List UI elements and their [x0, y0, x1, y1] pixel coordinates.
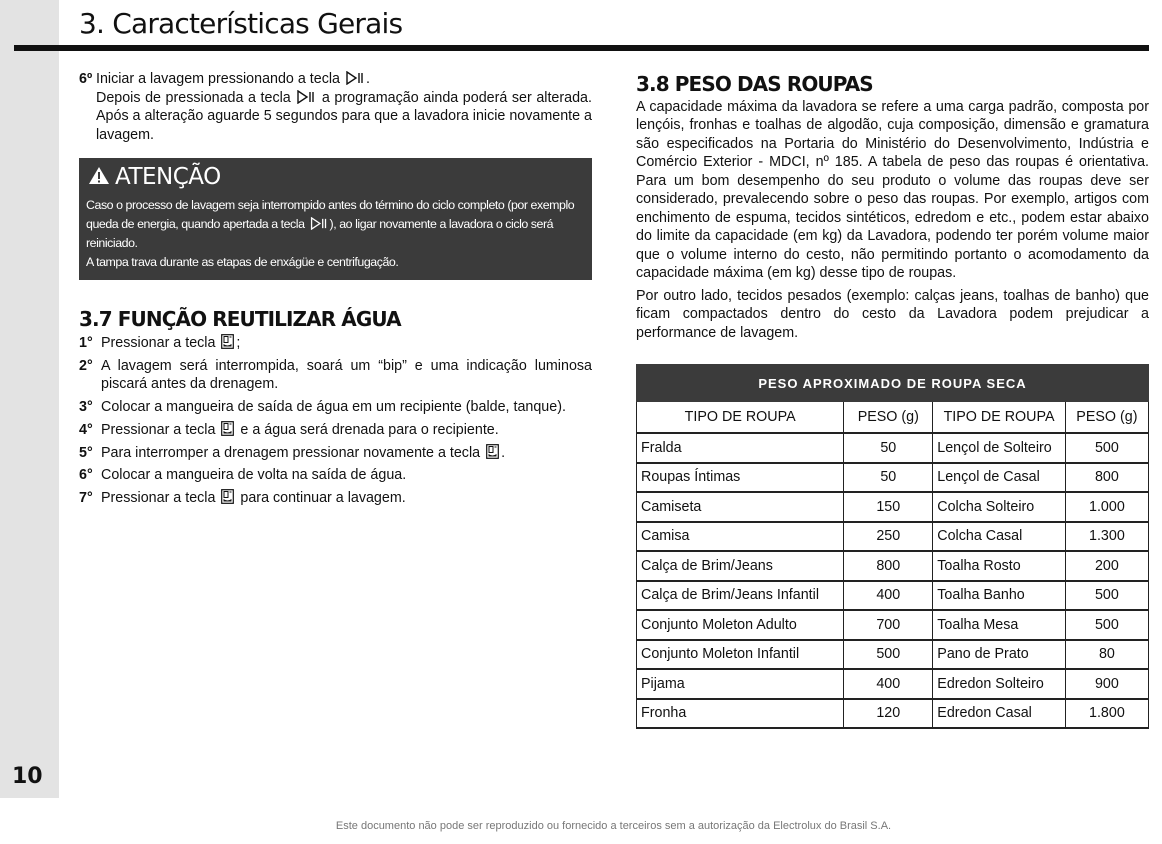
table-cell: Colcha Solteiro [933, 492, 1066, 522]
step-text-after: e a água será drenada para o recipiente. [240, 421, 499, 438]
step-number: 5° [79, 444, 93, 461]
header-rule [14, 45, 1149, 51]
step-text [101, 398, 592, 417]
step-number: 6º [79, 71, 93, 87]
table-cell: 400 [844, 581, 933, 611]
section-3-7-title: 3.7 FUNÇÃO REUTILIZAR ÁGUA [79, 306, 401, 331]
step-text [101, 421, 592, 440]
table-cell: Conjunto Moleton Infantil [637, 640, 844, 670]
list-item [79, 489, 592, 508]
start-pause-key-icon [346, 71, 364, 85]
attention-heading [88, 163, 585, 190]
table-cell: Fralda [637, 433, 844, 463]
table-cell: 700 [844, 610, 933, 640]
step-number: 1° [79, 335, 93, 351]
desc-after: a programação ainda poderá ser alterada. Após a alteração aguarde 5 segundos para que a lavadora inicie novamente a lavagem. [96, 89, 592, 143]
step-text-before: A lavagem será interrompida, soará um “bip” e uma indicação luminosa piscará antes da drenagem. [101, 357, 592, 393]
list-item [79, 466, 592, 485]
attention-text-before: Caso o processo de lavagem seja interrompido antes do término do ciclo completo (por exemplo queda de energia, quando apertada a tecla [86, 197, 575, 231]
table-cell: Edredon Solteiro [933, 669, 1066, 699]
clothing-weight-table [636, 364, 1149, 729]
step-text-before: Colocar a mangueira de volta na saída de água. [101, 467, 407, 484]
section-3-8-title: 3.8 PESO DAS ROUPAS [636, 72, 873, 96]
step-text-after: ; [236, 335, 241, 351]
table-cell: 500 [844, 640, 933, 670]
table-cell: 500 [1065, 433, 1148, 463]
warning-triangle-icon [88, 166, 110, 188]
step-number: 7° [79, 490, 93, 507]
step-text [101, 444, 592, 463]
step-text-before: Pressionar a tecla [101, 421, 216, 438]
left-column [79, 70, 592, 512]
attention-title: ATENÇÃO [115, 163, 221, 190]
start-pause-key-icon [297, 90, 315, 104]
table-row [637, 522, 1149, 552]
side-margin-strip [0, 0, 59, 798]
step-text-before: Pressionar a tecla [101, 335, 216, 351]
attention-text-after: ), ao ligar novamente a lavadora o ciclo será reiniciado. [86, 216, 554, 250]
table-cell: 50 [844, 433, 933, 463]
table-cell: Camiseta [637, 492, 844, 522]
list-item [79, 398, 592, 417]
attention-text-1 [86, 196, 585, 253]
step-6-description [96, 89, 592, 145]
table-cell: Fronha [637, 699, 844, 729]
table-cell: 1.000 [1065, 492, 1148, 522]
table-cell: 250 [844, 522, 933, 552]
table-row [637, 492, 1149, 522]
step-text-before: Colocar a mangueira de saída de água em um recipiente (balde, tanque). [101, 399, 566, 416]
table-title: PESO APROXIMADO DE ROUPA SECA [637, 365, 1149, 402]
paragraph-capacity: A capacidade máxima da lavadora se refere a uma carga padrão, composta por lençóis, fronhas e toalhas de algodão, cuja composição, dimensão e gramatura são especificados na Portaria do Ministério do Desenvolvimento, Indústria e Comércio Exterior - MDCI, nº 185. A tabela de peso das roupas é orientativa. Para um bom desempenho do seu produto o volume das roupas deve ser considerado, prevalecendo sobre o peso das roupas. Por exemplo, artigos com enchimento de espuma, tecidos sintéticos, edredom e etc., podem estar abaixo do limite da capacidade (em kg) da Lavadora, podendo ter porém volume maior que o volume interno do cesto, não permitindo portanto o acomodamento da capacidade máxima (em kg) desse tipo de roupas. [636, 98, 1149, 281]
table-row [637, 463, 1149, 493]
step-number: 4° [79, 421, 93, 438]
right-column [636, 72, 1149, 346]
column-header: PESO (g) [844, 402, 933, 434]
table-row [637, 551, 1149, 581]
table-cell: 900 [1065, 669, 1148, 699]
table-row [637, 669, 1149, 699]
table-cell: 800 [1065, 463, 1148, 493]
table-cell: 400 [844, 669, 933, 699]
table-row [637, 610, 1149, 640]
column-header: TIPO DE ROUPA [933, 402, 1066, 434]
reuse-water-steps [79, 334, 592, 508]
column-header: TIPO DE ROUPA [637, 402, 844, 434]
step-text-before: Iniciar a lavagem pressionando a tecla [96, 71, 340, 87]
drain-key-icon [486, 444, 499, 459]
page-title: 3. Características Gerais [79, 7, 403, 40]
table-cell: Toalha Rosto [933, 551, 1066, 581]
attention-text-2: A tampa trava durante as etapas de enxágüe e centrifugação. [86, 254, 399, 269]
table-cell: Lençol de Casal [933, 463, 1066, 493]
table-cell: Camisa [637, 522, 844, 552]
desc-before: Depois de pressionada a tecla [96, 89, 291, 106]
table-row [637, 640, 1149, 670]
table-cell: 500 [1065, 581, 1148, 611]
paragraph-heavy-fabrics: Por outro lado, tecidos pesados (exemplo: calças jeans, toalhas de banho) que ficam compactados dentro do cesto da Lavadora podem prejudicar a performance de lavagem. [636, 287, 1149, 341]
step-text-after: para continuar a lavagem. [240, 490, 406, 507]
drain-key-icon [221, 489, 234, 504]
step-text [101, 489, 592, 508]
drain-key-icon [221, 421, 234, 436]
table-cell: Conjunto Moleton Adulto [637, 610, 844, 640]
step-text [96, 70, 370, 89]
table-cell: 150 [844, 492, 933, 522]
table-cell: 800 [844, 551, 933, 581]
step-number: 2° [79, 357, 93, 374]
step-number: 3° [79, 399, 93, 416]
table-row [637, 699, 1149, 729]
table-cell: 80 [1065, 640, 1148, 670]
table-cell: Calça de Brim/Jeans [637, 551, 844, 581]
table-cell: Colcha Casal [933, 522, 1066, 552]
step-text-after: . [501, 444, 506, 461]
table-cell: Pijama [637, 669, 844, 699]
step-text-before: Pressionar a tecla [101, 490, 216, 507]
list-item [79, 444, 592, 463]
step-text [101, 334, 592, 353]
list-item [79, 357, 592, 394]
step-text [101, 357, 592, 394]
table-cell: Toalha Mesa [933, 610, 1066, 640]
table-cell: Roupas Íntimas [637, 463, 844, 493]
table-cell: 1.300 [1065, 522, 1148, 552]
table-cell: Lençol de Solteiro [933, 433, 1066, 463]
page-number: 10 [12, 764, 43, 789]
table-cell: 200 [1065, 551, 1148, 581]
table-cell: Calça de Brim/Jeans Infantil [637, 581, 844, 611]
table-cell: 120 [844, 699, 933, 729]
table-row [637, 581, 1149, 611]
table-cell: 50 [844, 463, 933, 493]
step-6-instruction [79, 70, 592, 89]
step-number: 6° [79, 467, 93, 484]
table-cell: Toalha Banho [933, 581, 1066, 611]
table-row [637, 433, 1149, 463]
table-cell: Pano de Prato [933, 640, 1066, 670]
column-header: PESO (g) [1065, 402, 1148, 434]
list-item [79, 421, 592, 440]
table-cell: Edredon Casal [933, 699, 1066, 729]
footer-disclaimer: Este documento não pode ser reproduzido ou fornecido a terceiros sem a autorização da Electrolux do Brasil S.A. [335, 820, 892, 832]
list-item [79, 334, 592, 353]
attention-box [79, 158, 592, 280]
step-text-after: . [365, 71, 370, 87]
step-text-before: Para interromper a drenagem pressionar novamente a tecla [101, 444, 481, 461]
drain-key-icon [221, 334, 234, 349]
start-pause-key-icon [310, 217, 328, 230]
table-cell: 1.800 [1065, 699, 1148, 729]
table-cell: 500 [1065, 610, 1148, 640]
step-text [101, 466, 592, 485]
